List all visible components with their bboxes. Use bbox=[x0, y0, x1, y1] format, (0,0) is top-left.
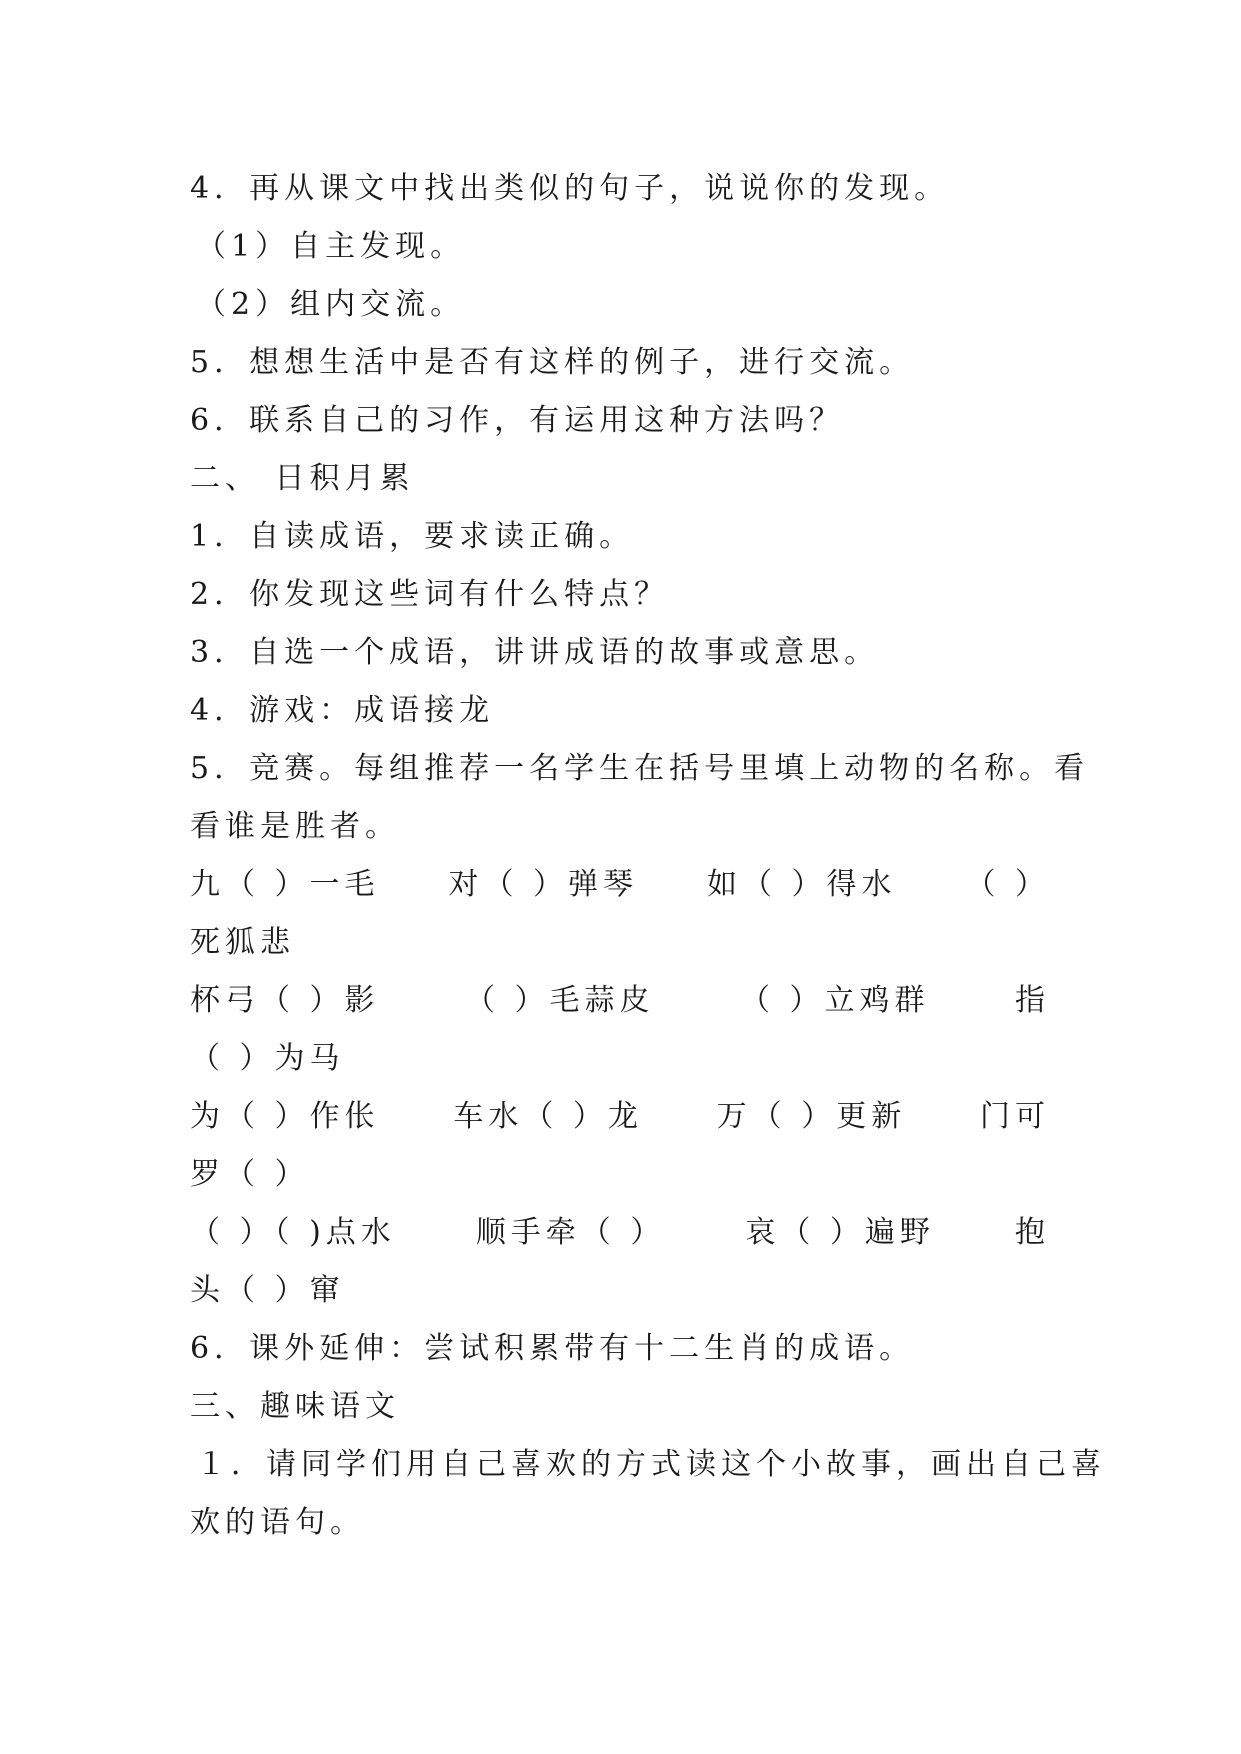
idiom-row-4-cont: 头（ ）窜 bbox=[190, 1273, 345, 1308]
idiom-item-5: 5．竞赛。每组推荐一名学生在括号里填上动物的名称。看 bbox=[190, 751, 1090, 786]
idiom-row-2-cont: （ ）为马 bbox=[190, 1041, 345, 1076]
idiom-blank: （ ）（ )点水 bbox=[190, 1215, 396, 1250]
document-page bbox=[190, 160, 1106, 1552]
idiom-blank: 顺手牵（ ） bbox=[475, 1215, 666, 1250]
idiom-item-1: 1．自读成语，要求读正确。 bbox=[190, 519, 635, 554]
item-6-writing: 6．联系自己的习作，有运用这种方法吗？ bbox=[190, 403, 845, 438]
item-4-find-sentences: 4．再从课文中找出类似的句子，说说你的发现。 bbox=[190, 171, 950, 206]
idiom-row-1-cont: 死狐悲 bbox=[190, 925, 295, 960]
idiom-row-2 bbox=[190, 972, 1050, 1030]
idiom-blank: 车水（ ）龙 bbox=[453, 1099, 643, 1134]
section-heading-2: 二、 日积月累 bbox=[190, 461, 415, 496]
idiom-blank: 万（ ）更新 bbox=[716, 1099, 907, 1134]
idiom-item-3: 3．自选一个成语，讲讲成语的故事或意思。 bbox=[190, 635, 880, 670]
idiom-row-3 bbox=[190, 1088, 1050, 1146]
idiom-row-1 bbox=[190, 856, 1050, 914]
idiom-blank: 指 bbox=[1015, 983, 1050, 1018]
idiom-blank: 门可 bbox=[979, 1099, 1050, 1134]
idiom-blank: 九（ ）一毛 bbox=[190, 867, 380, 902]
idiom-row-3-cont: 罗（ ） bbox=[190, 1157, 310, 1192]
fun-item-1: １．请同学们用自己喜欢的方式读这个小故事，画出自己喜 bbox=[196, 1447, 1106, 1482]
item-5-life-examples: 5．想想生活中是否有这样的例子，进行交流。 bbox=[190, 345, 915, 380]
fun-item-1-cont: 欢的语句。 bbox=[190, 1505, 365, 1540]
sub-item-1: （1）自主发现。 bbox=[196, 229, 466, 264]
idiom-item-2: 2．你发现这些词有什么特点？ bbox=[190, 577, 670, 612]
idiom-blank: 杯弓（ ）影 bbox=[190, 983, 380, 1018]
sub-item-2: （2）组内交流。 bbox=[196, 287, 466, 322]
idiom-blank: （ ）毛蒜皮 bbox=[465, 983, 655, 1018]
idiom-blank: 为（ ）作伥 bbox=[190, 1099, 380, 1134]
idiom-item-6: 6．课外延伸：尝试积累带有十二生肖的成语。 bbox=[190, 1331, 915, 1366]
idiom-blank: （ ） bbox=[965, 867, 1050, 902]
idiom-blank: 对（ ）弹琴 bbox=[448, 867, 639, 902]
section-heading-3: 三、趣味语文 bbox=[190, 1389, 400, 1424]
idiom-blank: （ ）立鸡群 bbox=[740, 983, 930, 1018]
idiom-item-4: 4．游戏：成语接龙 bbox=[190, 693, 495, 728]
idiom-item-5-cont: 看谁是胜者。 bbox=[190, 809, 400, 844]
idiom-blank: 哀（ ）遍野 bbox=[745, 1215, 935, 1250]
idiom-blank: 抱 bbox=[1014, 1215, 1050, 1250]
idiom-row-4 bbox=[190, 1204, 1050, 1262]
idiom-blank: 如（ ）得水 bbox=[706, 867, 897, 902]
